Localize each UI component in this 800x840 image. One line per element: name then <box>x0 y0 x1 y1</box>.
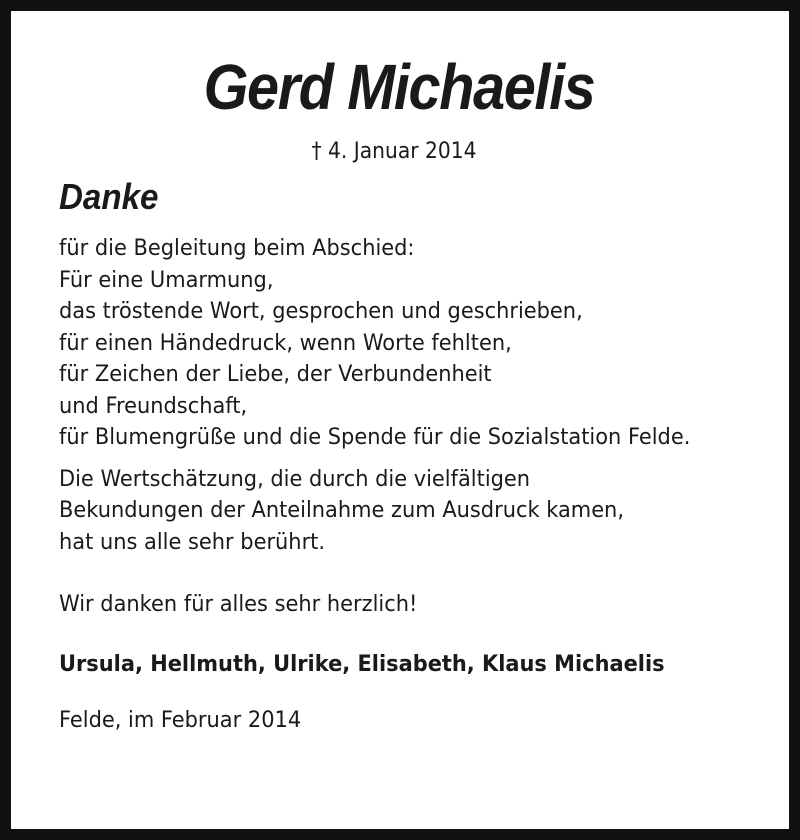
text-line: für die Begleitung beim Abschied: <box>59 235 415 261</box>
text-line: für Blumengrüße und die Spende für die Sozialstation Felde. <box>59 424 691 450</box>
death-date: † 4. Januar 2014 <box>311 139 477 164</box>
place-and-date: Felde, im Februar 2014 <box>59 706 302 733</box>
text-line: und Freundschaft, <box>59 392 248 419</box>
text-line: Wir danken für alles sehr herzlich! <box>59 591 418 617</box>
text-line: für Zeichen der Liebe, der Verbundenheit <box>59 361 492 387</box>
signers: Ursula, Hellmuth, Ulrike, Elisabeth, Klaus Michaelis <box>59 650 665 677</box>
thanks-paragraph-2 <box>59 464 710 559</box>
text-line: hat uns alle sehr berührt. <box>59 528 326 555</box>
thanks-paragraph-1 <box>59 233 710 454</box>
text-line: Die Wertschätzung, die durch die vielfältigen <box>59 465 531 492</box>
text-line: Bekundungen der Anteilnahme zum Ausdruck kamen, <box>59 497 624 523</box>
text-line: für einen Händedruck, wenn Worte fehlten, <box>59 329 512 356</box>
closing-line <box>59 589 710 621</box>
notice-content <box>59 51 759 735</box>
thanks-heading: Danke <box>59 176 159 217</box>
text-line: das tröstende Wort, gesprochen und geschrieben, <box>59 298 583 324</box>
text-line: Für eine Umarmung, <box>59 266 274 293</box>
deceased-name: Gerd Michaelis <box>203 51 595 123</box>
